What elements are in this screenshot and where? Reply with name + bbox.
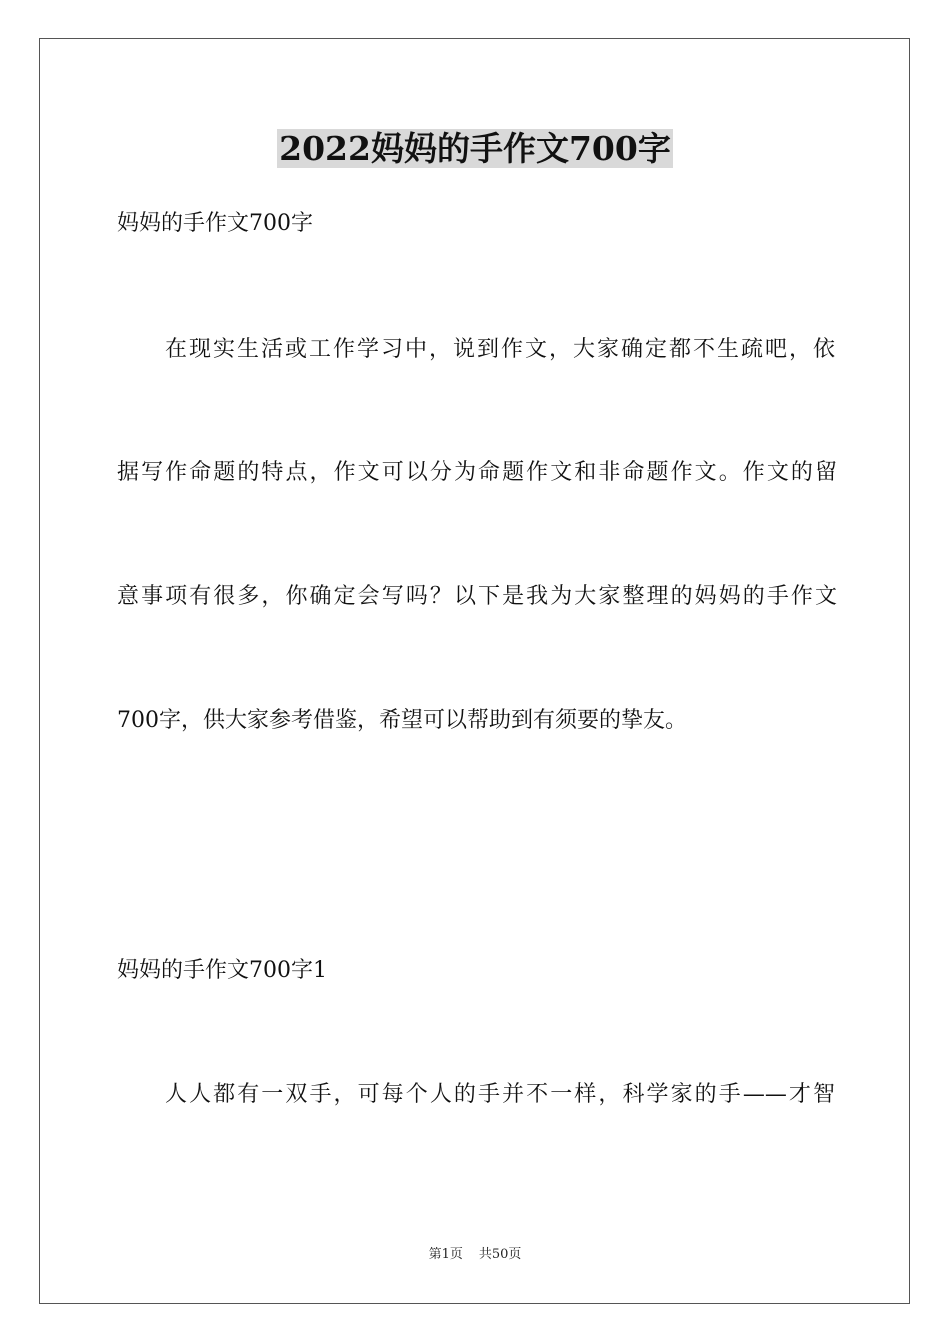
total-pages: 共50页 [478, 1247, 522, 1262]
paragraph-line: 意事项有很多，你确定会写吗？以下是我为大家整理的妈妈的手作文 [117, 584, 837, 609]
paragraph-line: 700字，供大家参考借鉴，希望可以帮助到有须要的挚友。 [117, 708, 687, 733]
document-title-text: 2022妈妈的手作文700字 [279, 129, 671, 168]
document-subtitle: 妈妈的手作文700字 [117, 211, 313, 236]
paragraph-line: 在现实生活或工作学习中，说到作文，大家确定都不生疏吧，依 [165, 337, 835, 362]
document-title [0, 126, 950, 172]
page-footer [0, 1246, 950, 1264]
paragraph-line: 人人都有一双手，可每个人的手并不一样，科学家的手——才智 [165, 1082, 835, 1107]
paragraph-line: 据写作命题的特点，作文可以分为命题作文和非命题作文。作文的留 [117, 460, 837, 485]
page-number: 第1页 [428, 1247, 463, 1262]
section-heading: 妈妈的手作文700字1 [117, 958, 327, 983]
